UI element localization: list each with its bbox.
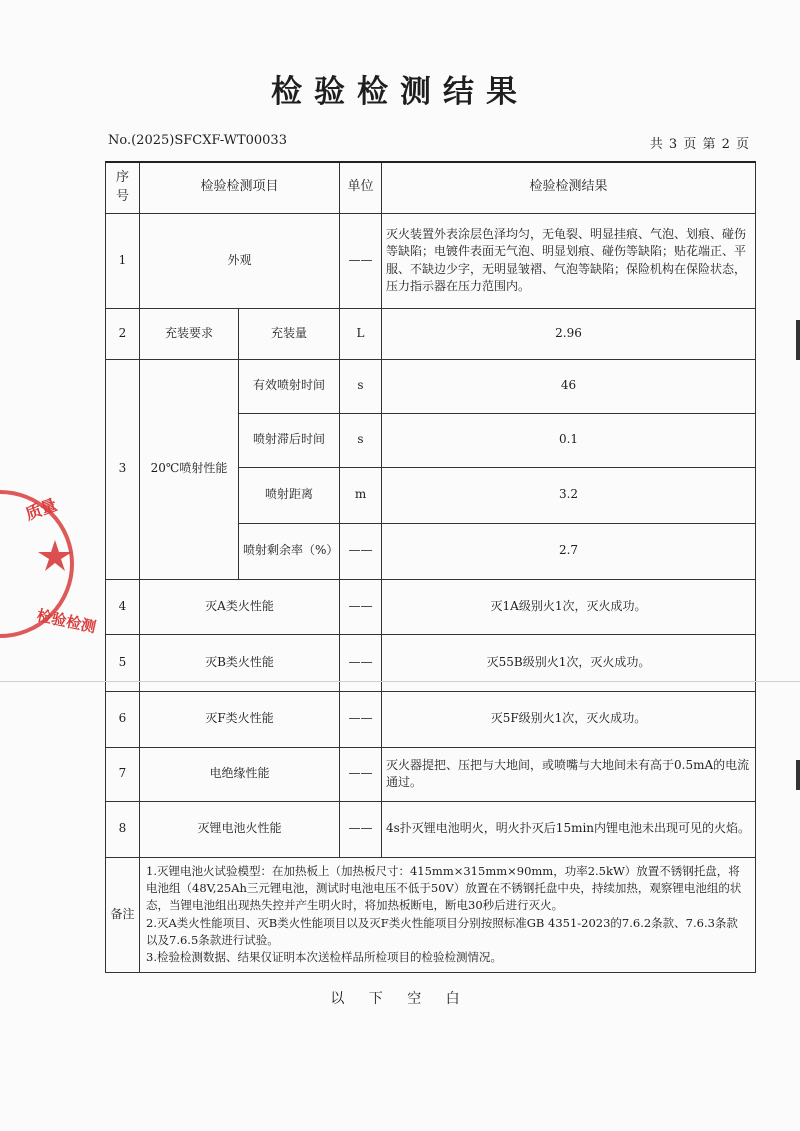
results-table [105,161,756,973]
row-index: 1 [106,213,140,308]
row-unit: —— [340,213,382,308]
row-unit: —— [340,691,382,747]
row-result: 灭1A级别火1次，灭火成功。 [382,579,756,634]
page-info: 共 3 页 第 2 页 [649,137,750,152]
row-index: 8 [106,801,140,857]
note-item: 1.灭锂电池火试验模型：在加热板上（加热板尺寸：415mm×315mm×90mm，功率2.5kW）放置不锈钢托盘，将电池组（48V,25Ah三元锂电池，测试时电池电压不低于50V）放置在不锈钢托盘中央，持续加热，观察锂电池组的状态，当锂电池组出现热失控并产生明火时，将加热板断电，断电30秒后进行灭火。 [146,863,742,913]
row-item: 灭F类火性能 [140,691,340,747]
row-result: 2.7 [382,523,756,579]
row-item: 电绝缘性能 [140,747,340,801]
row-index: 2 [106,308,140,359]
report-number: No.(2025)SFCXF-WT00033 [108,133,287,148]
row-index: 4 [106,579,140,634]
row-unit: m [340,467,382,523]
row-item: 灭A类火性能 [140,579,340,634]
row-result: 2.96 [382,308,756,359]
row-result: 3.2 [382,467,756,523]
row-subitem: 喷射剩余率（%） [239,523,340,579]
row-result: 灭5F级别火1次，灭火成功。 [382,691,756,747]
scan-edge-mark [796,320,800,360]
page-title: 检验检测结果 [271,74,529,110]
row-unit: —— [340,634,382,691]
row-index: 7 [106,747,140,801]
table-row [106,359,756,413]
row-result: 灭火器提把、压把与大地间，或喷嘴与大地间未有高于0.5mA的电流通过。 [382,747,756,801]
table-row [106,213,756,308]
row-index: 5 [106,634,140,691]
notes-row [106,857,756,972]
row-subitem: 喷射滞后时间 [239,413,340,467]
notes-label: 备注 [106,857,140,972]
table-row [106,579,756,634]
note-item: 2.灭A类火性能项目、灭B类火性能项目以及灭F类火性能项目分别按照标准GB 4351-2023的7.6.2条款、7.6.3条款以及7.6.5条款进行试验。 [146,915,738,947]
row-unit: —— [340,801,382,857]
row-result: 灭火装置外表涂层色泽均匀，无龟裂、明显挂痕、气泡、划痕、碰伤等缺陷；电镀件表面无气泡、明显划痕、碰伤等缺陷；贴花端正、平服、不缺边少字，无明显皱褶、气泡等缺陷；保险机构在保险状态，压力指示器在压力范围内。 [382,213,756,308]
header-row [106,162,756,213]
scan-fold-line [0,681,800,682]
row-result: 46 [382,359,756,413]
row-subitem: 喷射距离 [239,467,340,523]
row-item: 充装要求 [140,308,239,359]
seal-text-top: 质量 [22,494,60,524]
row-index: 6 [106,691,140,747]
end-of-page-mark: 以 下 空 白 [330,991,470,1007]
row-subitem: 有效喷射时间 [239,359,340,413]
header-index: 序号 [106,162,140,213]
row-unit: —— [340,523,382,579]
row-item: 灭B类火性能 [140,634,340,691]
header-unit: 单位 [340,162,382,213]
table-row [106,308,756,359]
table-row [106,634,756,691]
row-index: 3 [106,359,140,579]
table-row [106,801,756,857]
row-item: 20℃喷射性能 [140,359,239,579]
row-unit: —— [340,579,382,634]
table-row [106,747,756,801]
row-item: 灭锂电池火性能 [140,801,340,857]
scan-edge-mark [796,760,800,790]
notes-cell [140,857,756,972]
header-item: 检验检测项目 [140,162,340,213]
row-unit: s [340,413,382,467]
header-result: 检验检测结果 [382,162,756,213]
row-item: 外观 [140,213,340,308]
row-subitem: 充装量 [239,308,340,359]
row-unit: —— [340,747,382,801]
row-unit: L [340,308,382,359]
row-result: 0.1 [382,413,756,467]
official-seal-stamp [0,482,98,652]
table-row [106,691,756,747]
row-unit: s [340,359,382,413]
row-result: 灭55B级别火1次，灭火成功。 [382,634,756,691]
row-result: 4s扑灭锂电池明火，明火扑灭后15min内锂电池未出现可见的火焰。 [382,801,756,857]
seal-text-bottom: 检验检测 [35,606,98,637]
note-item: 3.检验检测数据、结果仅证明本次送检样品所检项目的检验检测情况。 [146,950,502,964]
